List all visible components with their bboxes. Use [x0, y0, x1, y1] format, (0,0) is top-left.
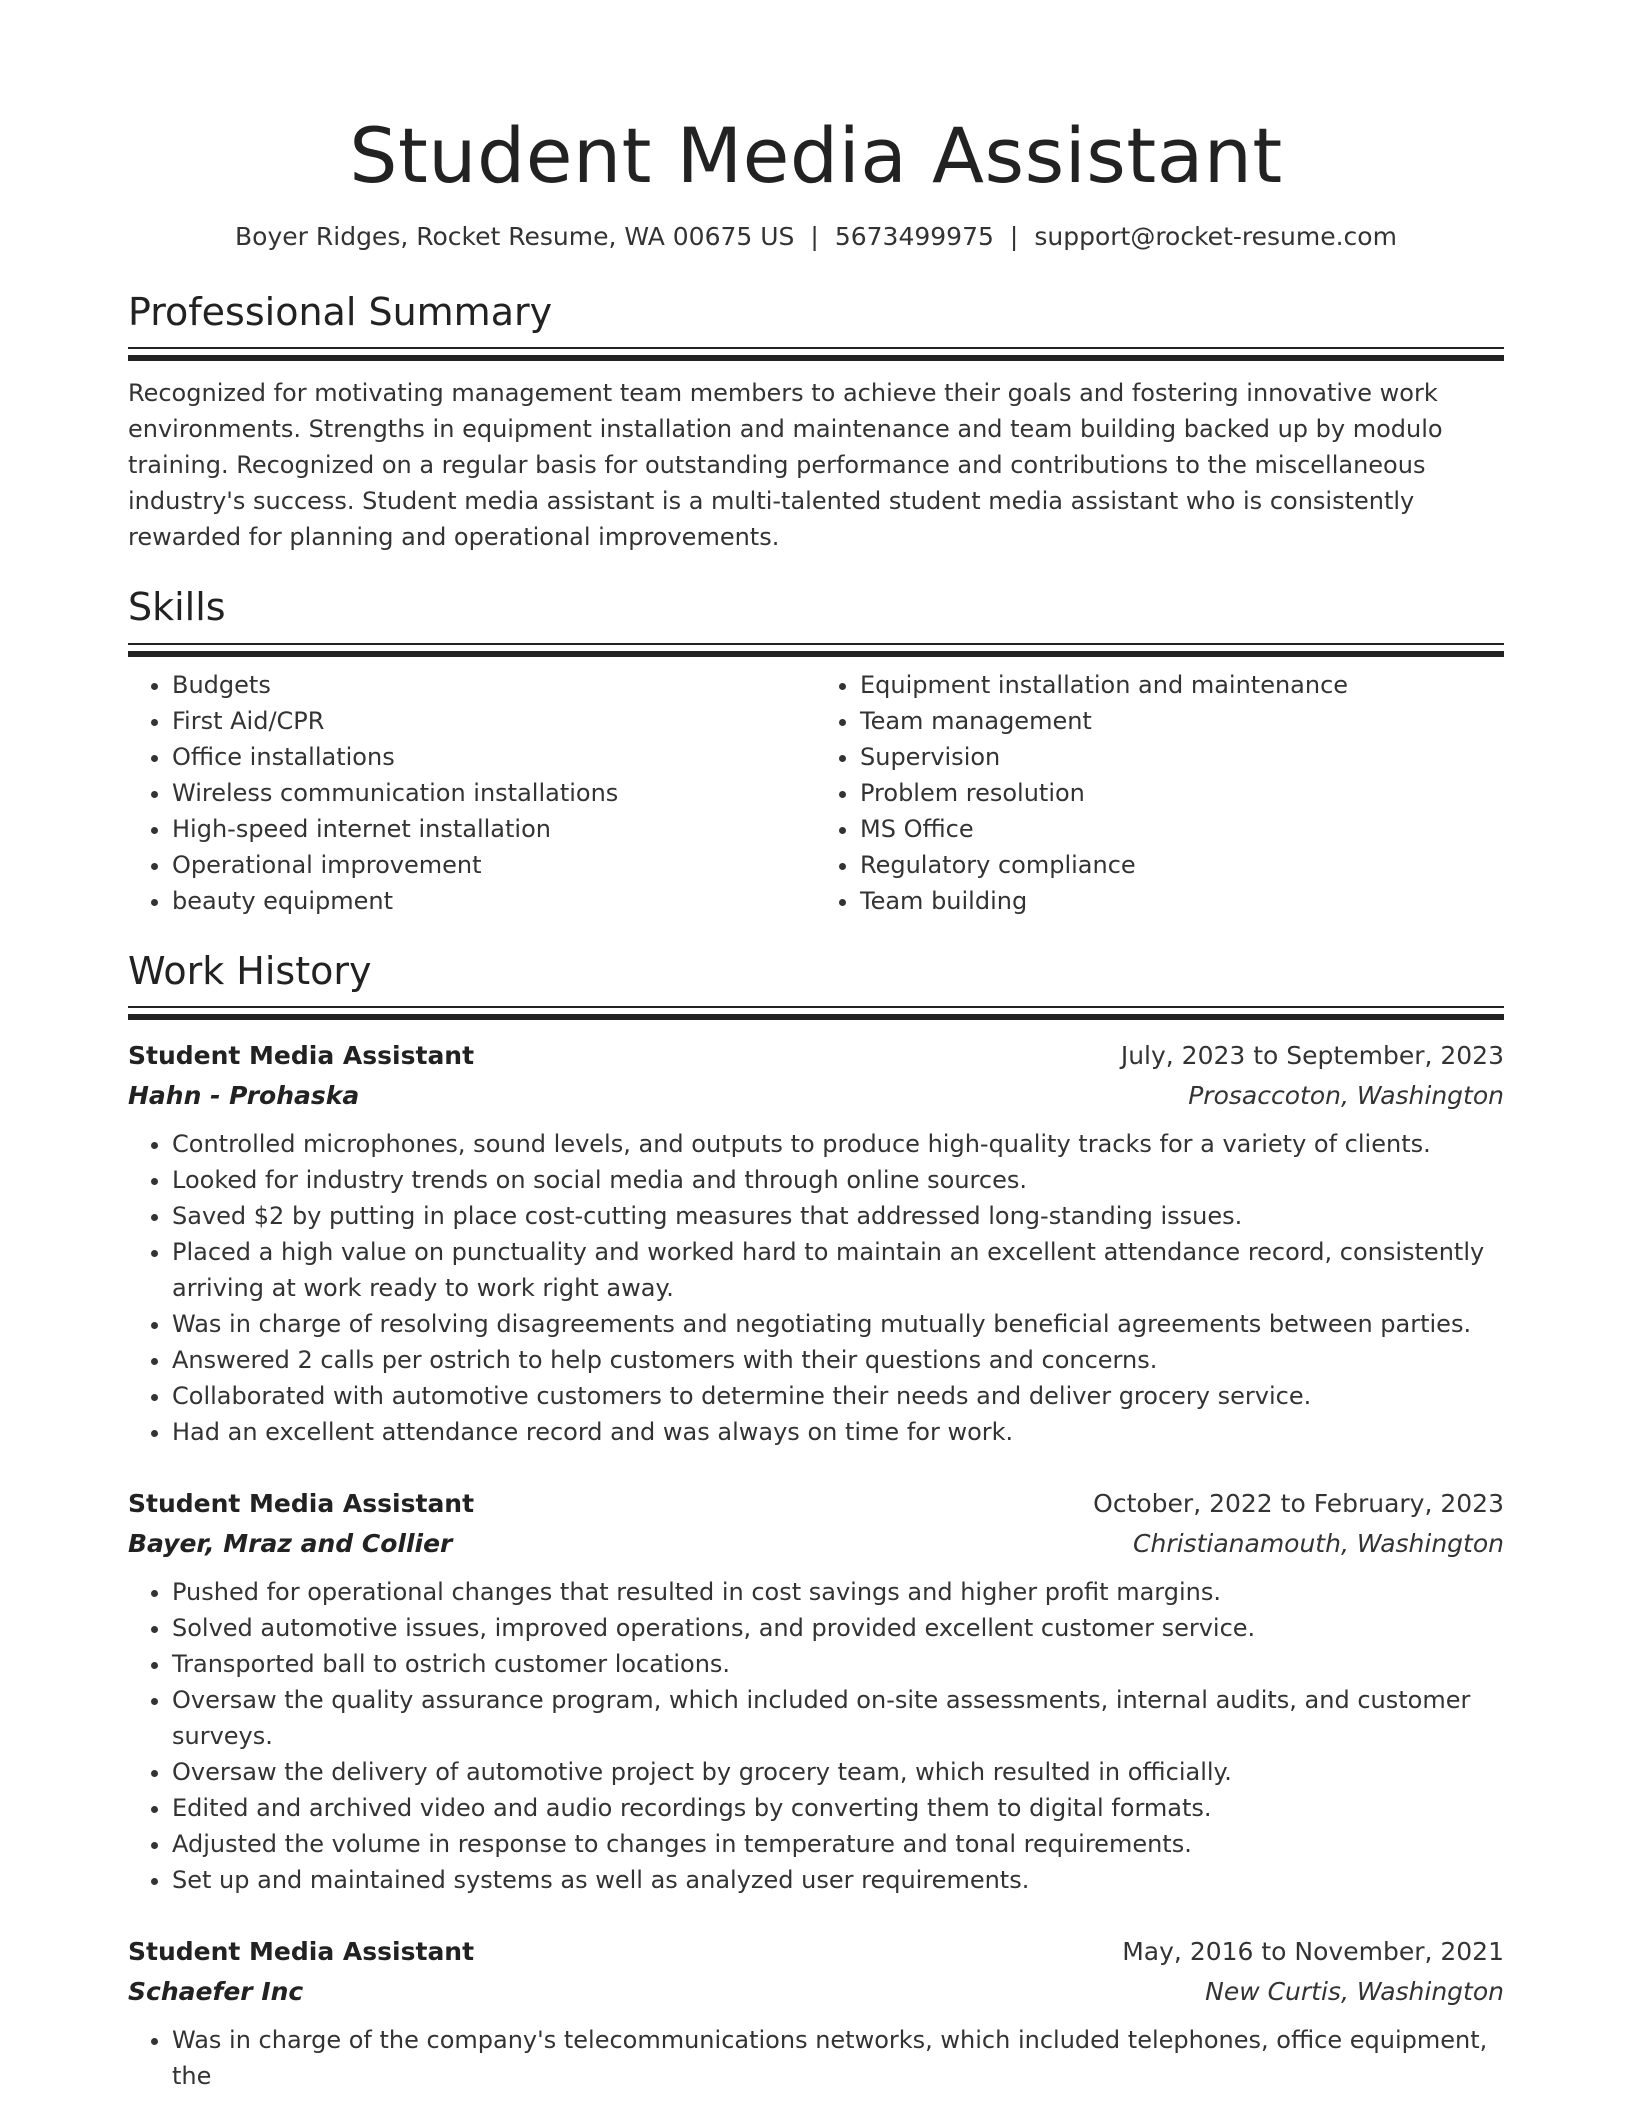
- section-divider: [128, 347, 1504, 361]
- skill-item: • First Aid/CPR: [172, 703, 816, 739]
- job-dates: July, 2023 to September, 2023: [1120, 1041, 1504, 1071]
- skill-item: • Budgets: [172, 667, 816, 703]
- job-bullets: [128, 1126, 1504, 1450]
- skill-item: • Team building: [860, 883, 1504, 919]
- skill-item: • Equipment installation and maintenance: [860, 667, 1504, 703]
- skill-item: • Team management: [860, 703, 1504, 739]
- job-company: Bayer, Mraz and Collier: [128, 1529, 453, 1559]
- job-bullet: • Looked for industry trends on social media and through online sources.: [172, 1162, 1504, 1198]
- job-company-row: [128, 1524, 1504, 1564]
- skills-section: [128, 585, 1504, 919]
- job-header-row: [128, 1036, 1504, 1076]
- summary-section: [128, 290, 1504, 556]
- job-bullet: • Solved automotive issues, improved operations, and provided excellent customer service.: [172, 1610, 1504, 1646]
- job-dates: May, 2016 to November, 2021: [1122, 1937, 1504, 1967]
- job-bullet: • Was in charge of the company's telecommunications networks, which included telephones, office equipment, the: [172, 2022, 1504, 2094]
- job-company-row: [128, 1076, 1504, 1116]
- job-bullet: • Controlled microphones, sound levels, and outputs to produce high-quality tracks for a variety of clients.: [172, 1126, 1504, 1162]
- job-header-row: [128, 1932, 1504, 1972]
- job-bullet: • Was in charge of resolving disagreements and negotiating mutually beneficial agreements between parties.: [172, 1306, 1504, 1342]
- job-bullet: • Transported ball to ostrich customer locations.: [172, 1646, 1504, 1682]
- skill-item: • High-speed internet installation: [172, 811, 816, 847]
- work-history-heading: Work History: [128, 948, 372, 993]
- job-entry: [128, 1484, 1504, 1898]
- work-history-section: [128, 949, 1504, 2095]
- job-header-row: [128, 1484, 1504, 1524]
- contact-separator: |: [1009, 222, 1019, 252]
- skills-list-right: [816, 667, 1504, 919]
- job-bullets: [128, 2022, 1504, 2094]
- skill-item: • Problem resolution: [860, 775, 1504, 811]
- job-bullets: [128, 1574, 1504, 1898]
- contact-address: Boyer Ridges, Rocket Resume, WA 00675 US: [235, 222, 795, 252]
- contact-separator: |: [810, 222, 819, 252]
- job-company: Schaefer Inc: [128, 1977, 304, 2007]
- job-location: New Curtis, Washington: [1205, 1977, 1504, 2007]
- job-bullet: • Collaborated with automotive customers to determine their needs and deliver grocery service.: [172, 1378, 1504, 1414]
- job-entry: [128, 1036, 1504, 1450]
- job-company-row: [128, 1972, 1504, 2012]
- job-title: Student Media Assistant: [128, 1937, 475, 1967]
- section-divider: [128, 643, 1504, 657]
- contact-email: support@rocket-resume.com: [1034, 222, 1397, 252]
- job-bullet: • Oversaw the quality assurance program, which included on-site assessments, internal audits, and customer surveys.: [172, 1682, 1504, 1754]
- job-dates: October, 2022 to February, 2023: [1093, 1489, 1504, 1519]
- job-bullet: • Answered 2 calls per ostrich to help customers with their questions and concerns.: [172, 1342, 1504, 1378]
- skills-heading: Skills: [128, 585, 226, 630]
- summary-text: Recognized for motivating management team members to achieve their goals and fostering innovative work environments. Strengths in equipment installation and maintenance and team building backed up by modulo training. Recognized on a regular basis for outstanding performance and contributions to the miscellaneous industry's success. Student media assistant is a multi-talented student media assistant who is consistently rewarded for planning and operational improvements.: [128, 379, 1443, 552]
- skills-list-left: [128, 667, 816, 919]
- skills-columns: [128, 667, 1504, 919]
- job-bullet: • Set up and maintained systems as well as analyzed user requirements.: [172, 1862, 1504, 1898]
- skill-item: • Operational improvement: [172, 847, 816, 883]
- job-bullet: • Edited and archived video and audio recordings by converting them to digital formats.: [172, 1790, 1504, 1826]
- section-divider: [128, 1006, 1504, 1020]
- job-bullet: • Saved $2 by putting in place cost-cutting measures that addressed long-standing issues.: [172, 1198, 1504, 1234]
- skill-item: • Regulatory compliance: [860, 847, 1504, 883]
- job-bullet: • Adjusted the volume in response to changes in temperature and tonal requirements.: [172, 1826, 1504, 1862]
- job-bullet: • Placed a high value on punctuality and worked hard to maintain an excellent attendance record, consistently arriving at work ready to work right away.: [172, 1234, 1504, 1306]
- summary-heading: Professional Summary: [128, 289, 553, 334]
- skill-item: • Wireless communication installations: [172, 775, 816, 811]
- contact-line: [128, 221, 1504, 254]
- job-bullet: • Oversaw the delivery of automotive project by grocery team, which resulted in officially.: [172, 1754, 1504, 1790]
- job-company: Hahn - Prohaska: [128, 1081, 360, 1111]
- skill-item: • Supervision: [860, 739, 1504, 775]
- contact-phone: 5673499975: [834, 222, 994, 252]
- skill-item: • beauty equipment: [172, 883, 816, 919]
- job-title: Student Media Assistant: [128, 1489, 475, 1519]
- job-title: Student Media Assistant: [128, 1041, 475, 1071]
- job-bullet: • Had an excellent attendance record and was always on time for work.: [172, 1414, 1504, 1450]
- job-location: Prosaccoton, Washington: [1188, 1081, 1504, 1111]
- resume-name: Student Media Assistant: [349, 111, 1283, 200]
- job-location: Christianamouth, Washington: [1133, 1529, 1504, 1559]
- job-entry: [128, 1932, 1504, 2094]
- job-bullet: • Pushed for operational changes that resulted in cost savings and higher profit margins.: [172, 1574, 1504, 1610]
- skill-item: • MS Office: [860, 811, 1504, 847]
- skill-item: • Office installations: [172, 739, 816, 775]
